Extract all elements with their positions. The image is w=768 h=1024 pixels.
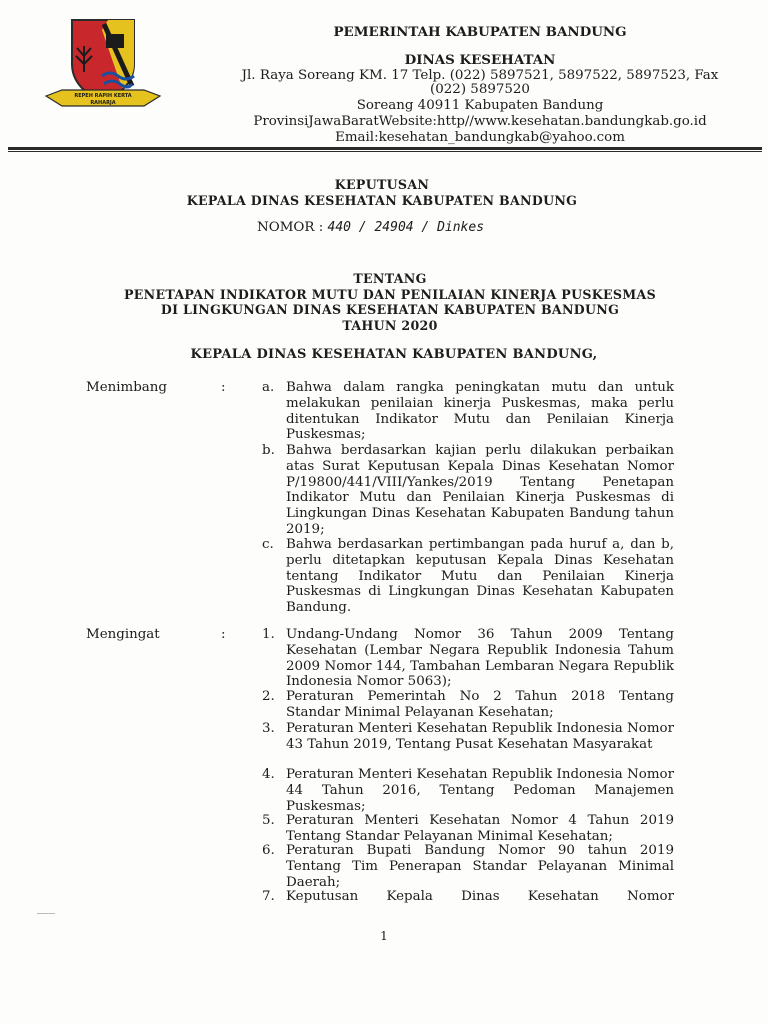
item-number: 1. xyxy=(262,627,275,642)
website-line: ProvinsiJawaBaratWebsite:http//www.kesehatan.bandungkab.go.id xyxy=(253,114,707,129)
menimbang-item xyxy=(262,537,674,616)
item-text: Undang-Undang Nomor 36 Tahun 2009 Tentang Kesehatan (Lembar Negara Republik Indonesia Tahum 2009 Nomor 144, Tambahan Lembaran Negara Republik Indonesia Nomor 5063); xyxy=(286,627,674,690)
item-text: Peraturan Pemerintah No 2 Tahun 2018 Tentang Standar Minimal Pelayanan Kesehatan; xyxy=(286,689,674,720)
decree-number xyxy=(257,220,484,235)
scan-mark xyxy=(37,913,55,914)
mengingat-item xyxy=(262,689,674,721)
decree-issuer: KEPALA DINAS KESEHATAN KABUPATEN BANDUNG xyxy=(186,193,578,208)
item-text: Bahwa berdasarkan kajian perlu dilakukan perbaikan atas Surat Keputusan Kepala Dinas Kesehatan Nomor P/19800/441/VIII/Yankes/2019 Tentang Penetapan Indikator Mutu dan Penilaian Kinerja Puskesmas di Lingkungan Dinas Kesehatan Kabupaten Bandung tahun 2019; xyxy=(286,443,674,537)
item-text: Peraturan Bupati Bandung Nomor 90 tahun 2019 Tentang Tim Penerapan Standar Pelayanan Minimal Daerah; xyxy=(286,843,674,890)
item-number: 7. xyxy=(262,889,275,904)
address-line-2: (022) 5897520 xyxy=(430,82,530,97)
page-number: 1 xyxy=(380,929,388,943)
mengingat-label: Mengingat xyxy=(86,627,160,642)
decree-type: KEPUTUSAN xyxy=(334,177,430,192)
address-line-1: Jl. Raya Soreang KM. 17 Telp. (022) 5897521, 5897522, 5897523, Fax xyxy=(241,68,719,83)
item-number: 4. xyxy=(262,767,275,782)
item-text: Bahwa berdasarkan pertimbangan pada huruf a, dan b, perlu ditetapkan keputusan Kepala Dinas Kesehatan tentang Indikator Mutu dan Penilaian Kinerja Puskesmas di Lingkungan Dinas Kesehatan Kabupaten Bandung. xyxy=(286,537,674,616)
agency-name: DINAS KESEHATAN xyxy=(404,52,556,68)
item-number: c. xyxy=(262,537,274,552)
menimbang-item xyxy=(262,380,674,443)
authority-heading: KEPALA DINAS KESEHATAN KABUPATEN BANDUNG, xyxy=(190,347,598,362)
address-line-3: Soreang 40911 Kabupaten Bandung xyxy=(356,98,604,113)
item-number: b. xyxy=(262,443,275,458)
subject-line-2: DI LINGKUNGAN DINAS KESEHATAN KABUPATEN BANDUNG xyxy=(160,302,620,317)
menimbang-label: Menimbang xyxy=(86,380,167,395)
item-text: Peraturan Menteri Kesehatan Republik Indonesia Nomor 43 Tahun 2019, Tentang Pusat Kesehatan Masyarakat xyxy=(286,721,674,752)
item-number: 2. xyxy=(262,689,275,704)
item-text: Peraturan Menteri Kesehatan Nomor 4 Tahun 2019 Tentang Standar Pelayanan Minimal Kesehatan; xyxy=(286,813,674,844)
subject-line-1: PENETAPAN INDIKATOR MUTU DAN PENILAIAN KINERJA PUSKESMAS xyxy=(123,287,656,302)
decree-number-label: NOMOR : xyxy=(257,220,324,235)
logo-motto: REPEH RAPIH KERTA RAHARJA xyxy=(74,93,132,106)
mengingat-item xyxy=(262,843,674,890)
mengingat-item xyxy=(262,889,674,905)
menimbang-item xyxy=(262,443,674,538)
item-text: Peraturan Menteri Kesehatan Republik Indonesia Nomor 44 Tahun 2016, Tentang Pedoman Manajemen Puskesmas; xyxy=(286,767,674,814)
mengingat-colon: : xyxy=(221,627,226,642)
item-number: 5. xyxy=(262,813,275,828)
mengingat-item xyxy=(262,721,674,753)
item-number: 3. xyxy=(262,721,275,736)
item-number: a. xyxy=(262,380,275,395)
item-text: Bahwa dalam rangka peningkatan mutu dan untuk melakukan penilaian kinerja Puskesmas, maka perlu ditentukan Indikator Mutu dan Penilaian Kinerja Puskesmas; xyxy=(286,380,674,443)
item-text: Keputusan Kepala Dinas Kesehatan Nomor xyxy=(286,889,674,904)
letterhead-rule-thick xyxy=(8,147,762,150)
email-line: Email:kesehatan_bandungkab@yahoo.com xyxy=(335,130,625,145)
mengingat-item xyxy=(262,767,674,814)
about-heading: TENTANG xyxy=(353,271,427,286)
mengingat-item xyxy=(262,813,674,845)
decree-number-handwritten: 440 / 24904 / Dinkes xyxy=(327,220,485,235)
letterhead-rule-thin xyxy=(8,151,762,152)
menimbang-colon: : xyxy=(221,380,226,395)
kabupaten-bandung-coat-of-arms-logo xyxy=(44,16,162,112)
item-number: 6. xyxy=(262,843,275,858)
government-name: PEMERINTAH KABUPATEN BANDUNG xyxy=(333,24,627,40)
subject-line-3: TAHUN 2020 xyxy=(342,318,438,333)
mengingat-item xyxy=(262,627,674,690)
